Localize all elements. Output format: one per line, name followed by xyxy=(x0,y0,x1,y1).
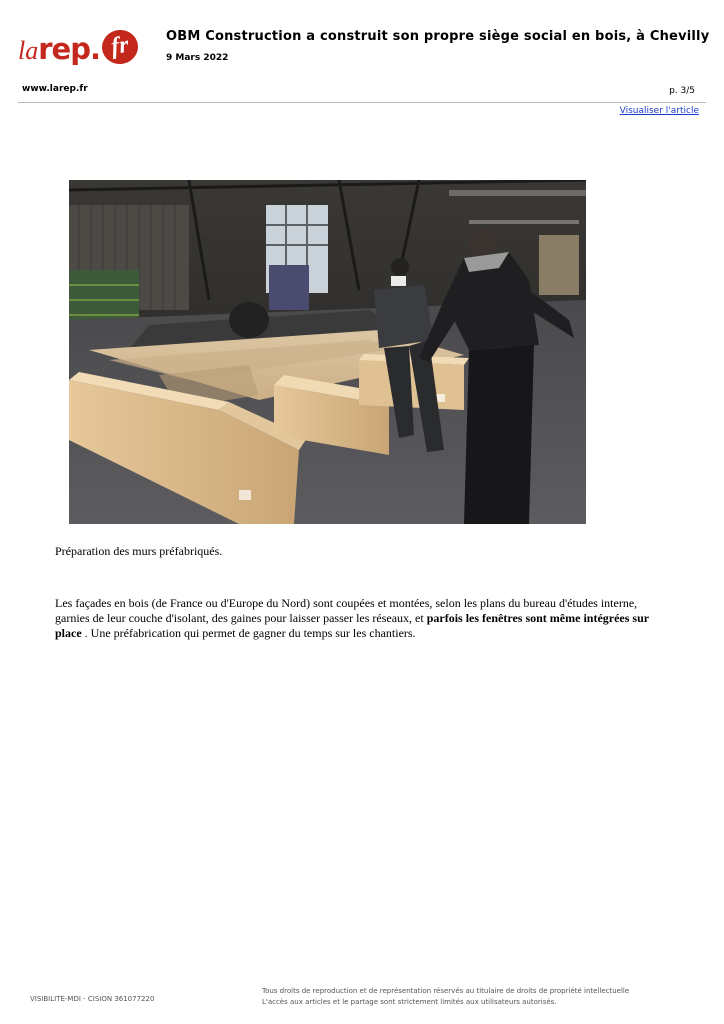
photo-caption: Préparation des murs préfabriqués. xyxy=(55,544,223,558)
paragraph-text-end: . Une préfabrication qui permet de gagner du temps sur les chantiers. xyxy=(81,626,416,640)
workshop-photo xyxy=(69,180,586,524)
view-article-link[interactable]: Visualiser l'article xyxy=(619,106,699,116)
workshop-photo-illustration xyxy=(69,180,586,524)
footer-source: VISIBILITE-MDI - CISION 361077220 xyxy=(30,995,155,1003)
logo-fr-badge: fr xyxy=(100,28,140,67)
footer-copyright xyxy=(262,986,629,1007)
footer-copyright-line-2: L'accès aux articles et le partage sont strictement limités aux utilisateurs autorisés. xyxy=(262,997,557,1006)
logo-la: la xyxy=(18,36,39,65)
source-site: www.larep.fr xyxy=(22,84,88,94)
header-divider xyxy=(18,102,706,103)
footer-copyright-line-1: Tous droits de reproduction et de représentation réservés au titulaire de droits de propriété intellectuelle xyxy=(262,987,630,995)
article-date: 9 Mars 2022 xyxy=(166,53,229,63)
paragraph-bold-text: parfois les fenêtres sont même intégrées sur place xyxy=(55,611,649,640)
article-title: OBM Construction a construit son propre siège social en bois, à Chevilly xyxy=(166,29,710,44)
logo-dot: . xyxy=(89,32,101,66)
paragraph-text-start: Les façades en bois (de France ou d'Europe du Nord) sont coupées et montées, selon les plans du bureau d'études interne, garnies de leur couche d'isolant, des gaines pour laisser passer les réseaux, et xyxy=(55,596,638,625)
page-number: p. 3/5 xyxy=(669,86,695,96)
larep-logo[interactable] xyxy=(18,28,138,64)
article-paragraph xyxy=(55,596,667,641)
logo-rep: rep xyxy=(38,32,90,66)
